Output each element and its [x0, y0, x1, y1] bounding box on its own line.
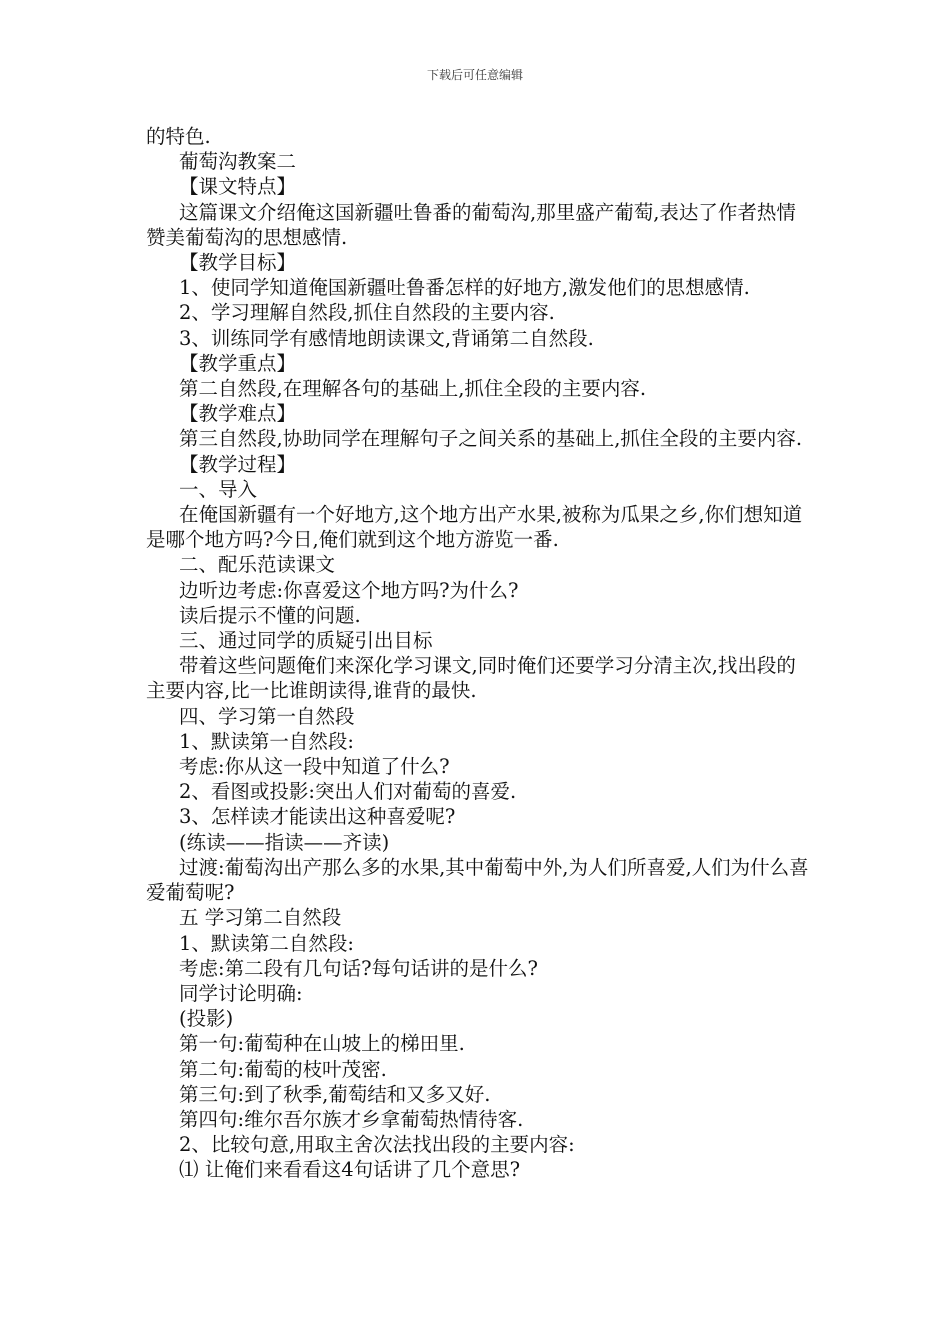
paragraph: 2、比较句意,用取主舍次法找出段的主要内容:	[179, 1133, 575, 1157]
paragraph: 考虑:你从这一段中知道了什么?	[179, 755, 450, 779]
paragraph: 一、导入	[179, 477, 258, 501]
paragraph: 【教学难点】	[179, 402, 297, 426]
paragraph: 五 学习第二自然段	[179, 906, 342, 930]
paragraph: 3、怎样读才能读出这种喜爱呢?	[179, 805, 456, 829]
paragraph: 1、默读第一自然段:	[179, 729, 354, 753]
paragraph: 第二句:葡萄的枝叶茂密.	[179, 1057, 387, 1081]
paragraph: 1、默读第二自然段:	[179, 931, 354, 955]
paragraph: 【课文特点】	[179, 175, 297, 199]
paragraph: 【教学重点】	[179, 351, 297, 375]
paragraph: 四、学习第一自然段	[179, 704, 355, 728]
paragraph: 第三句:到了秋季,葡萄结和又多又好.	[179, 1082, 491, 1106]
paragraph: 2、看图或投影:突出人们对葡萄的喜爱.	[179, 780, 517, 804]
paragraph: 3、训练同学有感情地朗读课文,背诵第二自然段.	[179, 326, 594, 350]
paragraph: 带着这些问题俺们来深化学习课文,同时俺们还要学习分清主次,找出段的主要内容,比一比谁朗读得,谁背的最快.	[146, 654, 796, 703]
paragraph: 在俺国新疆有一个好地方,这个地方出产水果,被称为瓜果之乡,你们想知道是哪个地方吗?今日,俺们就到这个地方游览一番.	[146, 503, 803, 552]
paragraph: 第四句:维尔吾尔族才乡拿葡萄热情待客.	[179, 1107, 524, 1131]
paragraph: 三、通过同学的质疑引出目标	[179, 629, 433, 653]
paragraph: 过渡:葡萄沟出产那么多的水果,其中葡萄中外,为人们所喜爱,人们为什么喜爱葡萄呢?	[146, 855, 809, 905]
paragraph: 二、配乐范读课文	[179, 553, 336, 577]
paragraph: (练读——指读——齐读)	[179, 830, 390, 854]
paragraph: 同学讨论明确:	[179, 981, 303, 1005]
paragraph: 第一句:葡萄种在山坡上的梯田里.	[179, 1032, 465, 1056]
paragraph: 考虑:第二段有几句话?每句话讲的是什么?	[179, 956, 538, 980]
paragraph: 第三自然段,协助同学在理解句子之间关系的基础上,抓住全段的主要内容.	[179, 427, 803, 451]
paragraph: 这篇课文介绍俺这国新疆吐鲁番的葡萄沟,那里盛产葡萄,表达了作者热情赞美葡萄沟的思想感情.	[146, 200, 796, 249]
paragraph: 1、使同学知道俺国新疆吐鲁番怎样的好地方,激发他们的思想感情.	[179, 276, 750, 300]
page-header: 下载后可任意编辑	[426, 68, 523, 82]
paragraph: 葡萄沟教案二	[179, 150, 297, 174]
paragraph: 边听边考虑:你喜爱这个地方吗?为什么?	[179, 578, 519, 602]
paragraph: ⑴ 让俺们来看看这4句话讲了几个意思?	[179, 1158, 521, 1182]
paragraph: (投影)	[179, 1007, 234, 1031]
paragraph: 【教学过程】	[179, 452, 297, 476]
paragraph: 第二自然段,在理解各句的基础上,抓住全段的主要内容.	[179, 377, 647, 401]
paragraph: 读后提示不懂的问题.	[179, 603, 361, 627]
paragraph: 2、学习理解自然段,抓住自然段的主要内容.	[179, 301, 555, 325]
document-body	[146, 124, 810, 1183]
paragraph: 【教学目标】	[179, 251, 297, 275]
paragraph: 的特色.	[146, 125, 211, 148]
